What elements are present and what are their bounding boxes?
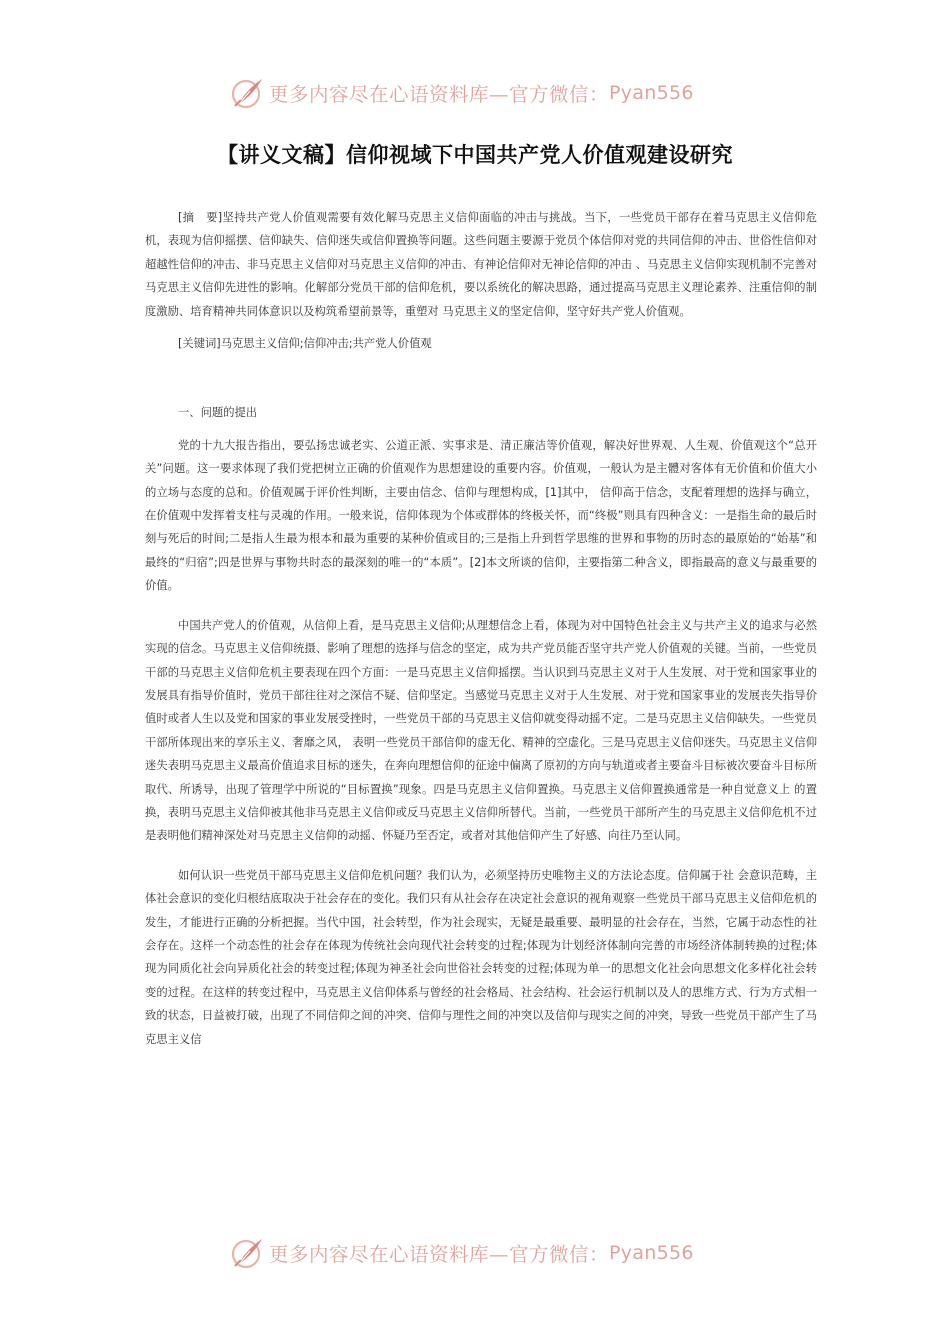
watermark-wechat-id: Pyan556 [609, 82, 694, 104]
keywords-line: [关键词]马克思主义信仰;信仰冲击;共产党人价值观 [178, 337, 432, 351]
quill-logo-icon [229, 76, 265, 110]
body-paragraph: 中国共产党人的价值观，从信仰上看，是马克思主义信仰;从理想信念上看，体现为对中国特色社会主义与共产主义的追求与必然实现的信念。马克思主义信仰统摄、影响了理想的选择与信念的坚定，成为共产党员能否坚守共产党人价值观的关键。当前，一些党员干部的马克思主义信仰危机主要表现在四个方面：一是马克思主义信仰摇摆。当认识到马克思主义对于人生发展、对于党和国家事业的发展具有指导价值时，党员干部往往对之深信不疑、信仰坚定。当感觉马克思主义对于人生发展、对于党和国家事业的发展丧失指导价值时或者人生以及党和国家的事业发展受挫时，一些党员干部的马克思主义信仰就变得动摇不定。二是马克思主义信仰缺失。一些党员干部所体现出来的享乐主义、奢靡之风， 表明一些党员干部信仰的虚无化、精神的空虚化。三是马克思主义信仰迷失。马克思主义信仰迷失表明马克思主义最高价值追求目标的迷失，在奔向理想信仰的征途中偏离了原初的方向与轨道或者主要奋斗目标被次要奋斗目标所取代、所诱导，出现了管理学中所说的“目标置换”现象。四是马克思主义信仰置换。马克思主义信仰置换通常是一种自觉意义上 的置换，表明马克思主义信仰被其他非马克思主义信仰或反马克思主义信仰所替代。当前，一些党员干部所产生的马克思主义信仰危机不过是表明他们精神深处对马克思主义信仰的动摇、怀疑乃至否定，或者对其他信仰产生了好感、向往乃至认同。 [145, 618, 817, 843]
watermark-text: 更多内容尽在心语资料库—官方微信： [269, 83, 610, 106]
watermark-text: 更多内容尽在心语资料库—官方微信： [269, 1243, 610, 1266]
abstract-paragraph: [摘 要]坚持共产党人价值观需要有效化解马克思主义信仰面临的冲击与挑战。当下，一些党员干部存在着马克思主义信仰危机，表现为信仰摇摆、信仰缺失、信仰迷失或信仰置换等问题。这些问题主要源于党员个体信仰对党的共同信仰的冲击、世俗性信仰对超越性信仰的冲击、非马克思主义信仰对马克思主义信仰的冲击、有神论信仰对无神论信仰的冲击 、马克思主义信仰实现机制不完善对马克思主义信仰先进性的影响。化解部分党员干部的信仰危机，要以系统化的解决思路，通过提高马克思主义理论素养、注重信仰的制度激励、培育精神共同体意识以及构筑希望前景等，重塑对 马克思主义的坚定信仰，坚守好共产党人价值观。 [145, 211, 817, 318]
body-paragraph: 如何认识一些党员干部马克思主义信仰危机问题？我们认为，必须坚持历史唯物主义的方法论态度。信仰属于社 会意识范畴，主体社会意识的变化归根结底取决于社会存在的变化。我们只有从社会存在决定社会意识的视角观察一些党员干部马克思主义信仰危机的发生，才能进行正确的分析把握。当代中国，社会转型，作为社会现实，无疑是最重要、最明显的社会存在，当然，它属于动态性的社会存在。这样一个动态性的社会存在体现为传统社会向现代社会转变的过程;体现为计划经济体制向完善的市场经济体制转换的过程;体现为同质化社会向异质化社会的转变过程;体现为神圣社会向世俗社会转变的过程;体现为单一的思想文化社会向思想文化多样化社会转变的过程。在这样的转变过程中，马克思主义信仰体系与曾经的社会格局、社会结构、社会运行机制以及人的思维方式、行为方式相一致的状态，日益被打破，出现了不同信仰之间的冲突、信仰与理性之间的冲突以及信仰与现实之间的冲突，导致一些党员干部产生了马克思主义信 [145, 868, 817, 1046]
watermark-footer [229, 1236, 694, 1270]
document-body [145, 206, 817, 1051]
section-heading: 一、问题的提出 [178, 406, 258, 420]
document-title: 【讲义文稿】信仰视域下中国共产党人价值观建设研究 [217, 143, 733, 167]
watermark-header [229, 76, 694, 110]
body-paragraph: 党的十九大报告指出，要弘扬忠诚老实、公道正派、实事求是、清正廉洁等价值观，解决好世界观、人生观、价值观这个“总开关”问题。这一要求体现了我们党把树立正确的价值观作为思想建设的重要内容。价值观，一般认为是主體对客体有无价值和价值大小的立场与态度的总和。价值观属于评价性判断，主要由信念、信仰与理想构成，[1]其中， 信仰高于信念，支配着理想的选择与确立，在价值观中发挥着支柱与灵魂的作用。一般来说，信仰体现为个体或群体的终极关怀，而“终极”则具有四种含义：一是指生命的最后时刻与死后的时间;二是指人生最为根本和最为重要的某种价值或目的;三是指上升到哲学思维的世界和事物的历时态的最原始的“始基”和最终的“归宿”;四是世界与事物共时态的最深刻的唯一的“本质”。[2]本文所谈的信仰，主要指第二种含义，即指最高的意义与最重要的价值。 [145, 438, 817, 593]
quill-logo-icon [229, 1236, 265, 1270]
watermark-wechat-id: Pyan556 [609, 1242, 694, 1264]
